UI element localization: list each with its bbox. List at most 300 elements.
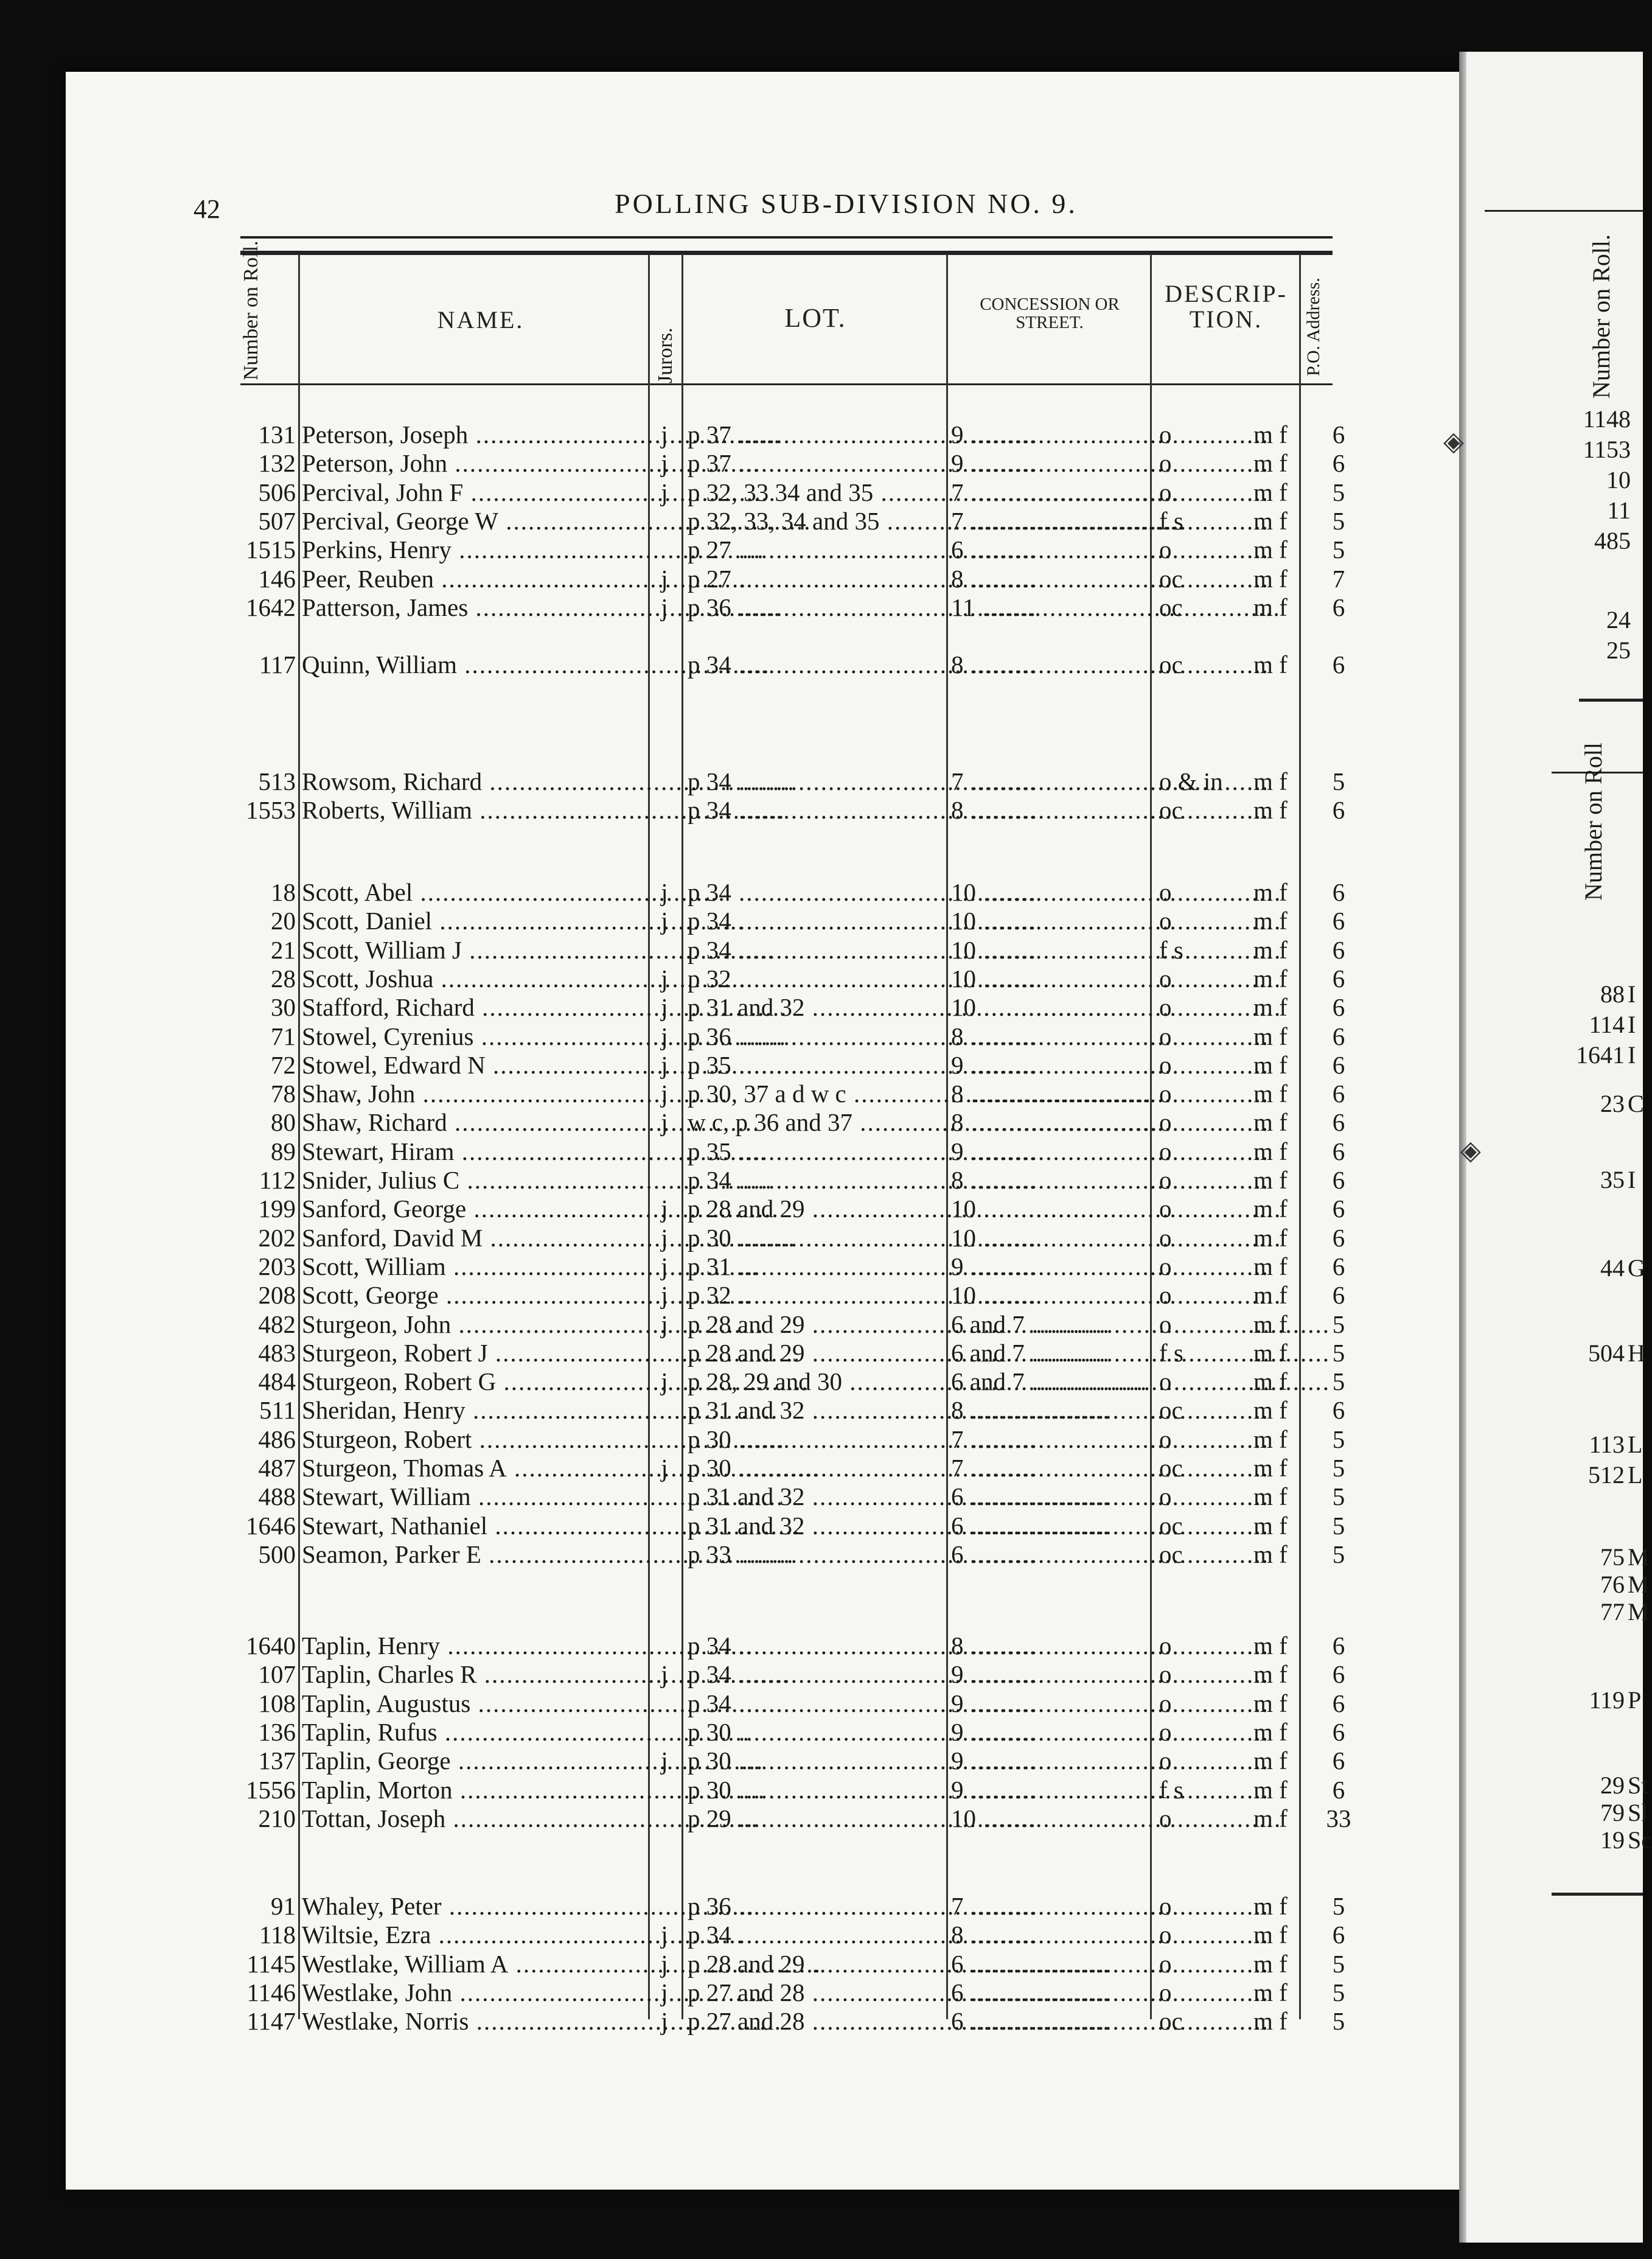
voter-name: Snider, Julius C .....: [302, 1165, 643, 1195]
mf-cell: m f: [1253, 449, 1288, 478]
voter-name: Scott, George .....: [302, 1280, 643, 1310]
lot-cell: p 27 and 28 .....: [688, 2006, 943, 2036]
table-top-rule: [240, 251, 1333, 255]
facing-page: [1466, 52, 1643, 2243]
concession-cell: 7 .....: [951, 1453, 1146, 1482]
roll-number: 482: [258, 1310, 296, 1338]
right-roll-number: 1148: [1583, 405, 1631, 433]
mf-cell: m f: [1253, 1425, 1288, 1453]
lot-cell: p 28 and 29 .....: [688, 1310, 943, 1339]
concession-cell: 9 .....: [951, 1717, 1146, 1747]
mf-cell: m f: [1253, 1338, 1288, 1367]
description-cell: o: [1159, 1195, 1172, 1223]
col-rule-1: [298, 254, 300, 2019]
description-cell: oc: [1159, 651, 1183, 679]
roll-number: 488: [258, 1482, 296, 1511]
description-cell: o & in: [1159, 767, 1223, 795]
juror-mark: j: [661, 1252, 668, 1280]
juror-mark: j: [661, 478, 668, 506]
mf-cell: m f: [1253, 1775, 1288, 1804]
staple-mark: ◈: [1443, 427, 1464, 456]
description-cell: o: [1159, 478, 1172, 506]
concession-cell: 9 .....: [951, 1050, 1146, 1080]
mf-cell: m f: [1253, 2007, 1288, 2036]
po-address-cell: 6: [1332, 1080, 1345, 1108]
lot-cell: p 34 .....: [688, 878, 943, 907]
title-rule: [240, 236, 1333, 239]
concession-cell: 9 .....: [951, 1137, 1146, 1166]
mf-cell: m f: [1253, 1689, 1288, 1717]
roll-number: 132: [258, 449, 296, 478]
concession-cell: 8 .....: [951, 1079, 1146, 1108]
po-address-cell: 6: [1332, 1223, 1345, 1252]
concession-cell: 6 and 7 .....: [951, 1367, 1146, 1396]
description-cell: oc: [1159, 564, 1183, 593]
po-address-cell: 6: [1332, 907, 1345, 935]
po-address-cell: 6: [1332, 593, 1345, 621]
mf-cell: m f: [1253, 1660, 1288, 1689]
description-cell: o: [1159, 1747, 1172, 1775]
voter-name: Sturgeon, Robert J .....: [302, 1338, 643, 1367]
description-cell: o: [1159, 536, 1172, 564]
concession-cell: 10 .....: [951, 1223, 1146, 1252]
description-cell: o: [1159, 449, 1172, 478]
juror-mark: j: [661, 1367, 668, 1396]
po-address-cell: 6: [1332, 1660, 1345, 1689]
concession-cell: 8 .....: [951, 1631, 1146, 1660]
po-address-cell: 6: [1332, 964, 1345, 993]
description-cell: o: [1159, 964, 1172, 993]
concession-cell: 8 .....: [951, 650, 1146, 679]
concession-cell: 10 .....: [951, 935, 1146, 965]
mf-cell: m f: [1253, 993, 1288, 1022]
po-address-cell: 5: [1332, 1511, 1345, 1540]
po-address-cell: 6: [1332, 935, 1345, 964]
lot-cell: p 30 .....: [688, 1746, 943, 1775]
voter-name: Shaw, Richard .....: [302, 1108, 643, 1137]
right-roll-number: 44: [1600, 1254, 1625, 1282]
roll-number: 500: [258, 1540, 296, 1568]
juror-mark: j: [661, 449, 668, 478]
roll-number: 80: [271, 1108, 296, 1137]
description-cell: o: [1159, 907, 1172, 935]
voter-name: Taplin, Charles R .....: [302, 1660, 643, 1689]
roll-number: 483: [258, 1338, 296, 1367]
mf-cell: m f: [1253, 1747, 1288, 1775]
voter-name: Scott, Daniel .....: [302, 906, 643, 935]
mf-cell: m f: [1253, 1511, 1288, 1540]
mf-cell: m f: [1253, 1540, 1288, 1568]
description-cell: f s: [1159, 1338, 1183, 1367]
concession-cell: 6 .....: [951, 1540, 1146, 1569]
roll-number: 513: [258, 767, 296, 795]
right-name-initial: I: [1628, 1041, 1636, 1069]
po-address-cell: 6: [1332, 878, 1345, 906]
po-address-cell: 6: [1332, 421, 1345, 449]
right-roll-number: 24: [1606, 606, 1631, 634]
roll-number: 506: [258, 478, 296, 506]
right-mid-rule: [1579, 699, 1643, 702]
mf-cell: m f: [1253, 1108, 1288, 1137]
lot-cell: p 28, 29 and 30 .....: [688, 1367, 943, 1396]
voter-name: Seamon, Parker E .....: [302, 1540, 643, 1569]
lot-cell: p 34 .....: [688, 650, 943, 679]
right-name-initial: St: [1628, 1772, 1648, 1799]
lot-cell: p 34 .....: [688, 1165, 943, 1195]
juror-mark: j: [661, 1747, 668, 1775]
po-address-cell: 6: [1332, 1632, 1345, 1660]
concession-cell: 6 .....: [951, 535, 1146, 564]
right-roll-number: 1153: [1583, 436, 1631, 463]
description-cell: f s: [1159, 935, 1183, 964]
right-roll-number: 29: [1600, 1772, 1625, 1799]
lot-cell: p 32, 33, 34 and 35 .....: [688, 506, 943, 536]
po-address-cell: 6: [1332, 651, 1345, 679]
lot-cell: p 30 .....: [688, 1223, 943, 1252]
mf-cell: m f: [1253, 1050, 1288, 1079]
right-roll-number: 19: [1600, 1826, 1625, 1854]
header-jurors: Jurors.: [654, 327, 677, 383]
concession-cell: 10 .....: [951, 1280, 1146, 1310]
roll-number: 486: [258, 1425, 296, 1453]
roll-number: 1147: [246, 2007, 296, 2036]
mf-cell: m f: [1253, 1166, 1288, 1194]
roll-number: 1642: [246, 593, 296, 621]
description-cell: o: [1159, 1425, 1172, 1453]
roll-number: 146: [258, 564, 296, 593]
mf-cell: m f: [1253, 651, 1288, 679]
po-address-cell: 6: [1332, 1747, 1345, 1775]
concession-cell: 6 .....: [951, 1511, 1146, 1540]
voter-name: Rowsom, Richard .....: [302, 767, 643, 796]
juror-mark: j: [661, 1949, 668, 1978]
mf-cell: m f: [1253, 907, 1288, 935]
voter-name: Scott, Joshua .....: [302, 964, 643, 993]
concession-cell: 10 .....: [951, 993, 1146, 1022]
description-cell: oc: [1159, 2007, 1183, 2036]
page-title: POLLING SUB-DIVISION NO. 9.: [615, 188, 1078, 219]
voter-name: Percival, John F .....: [302, 478, 643, 507]
concession-cell: 9 .....: [951, 1252, 1146, 1281]
voter-name: Westlake, John .....: [302, 1978, 643, 2007]
voter-name: Stewart, Nathaniel .....: [302, 1511, 643, 1540]
lot-cell: p 32 .....: [688, 1280, 943, 1310]
lot-cell: p 32, 33 34 and 35 .....: [688, 478, 943, 507]
header-concession: CONCESSION OR STREET.: [980, 295, 1120, 333]
concession-cell: 8 .....: [951, 1108, 1146, 1137]
right-name-initial: M: [1628, 1543, 1650, 1571]
po-address-cell: 5: [1332, 536, 1345, 564]
juror-mark: j: [661, 1310, 668, 1338]
voter-name: Taplin, Augustus .....: [302, 1689, 643, 1718]
right-header-number-top: Number on Roll.: [1588, 234, 1615, 399]
right-roll-number: 485: [1594, 527, 1631, 554]
mf-cell: m f: [1253, 1396, 1288, 1425]
juror-mark: j: [661, 993, 668, 1022]
voter-name: Taplin, Rufus .....: [302, 1717, 643, 1747]
concession-cell: 8 .....: [951, 1920, 1146, 1949]
po-address-cell: 5: [1332, 1540, 1345, 1568]
description-cell: o: [1159, 1689, 1172, 1717]
voter-name: Sturgeon, Robert .....: [302, 1425, 643, 1454]
right-roll-number: 512: [1588, 1461, 1625, 1489]
po-address-cell: 6: [1332, 1717, 1345, 1746]
lot-cell: p 36 .....: [688, 1891, 943, 1921]
roll-number: 1145: [246, 1949, 296, 1978]
mf-cell: m f: [1253, 1223, 1288, 1252]
concession-cell: 6 and 7 .....: [951, 1310, 1146, 1339]
right-name-initial: I: [1628, 1011, 1636, 1038]
concession-cell: 6 and 7 .....: [951, 1338, 1146, 1367]
concession-cell: 9 .....: [951, 420, 1146, 449]
description-cell: oc: [1159, 1511, 1183, 1540]
mf-cell: m f: [1253, 1367, 1288, 1396]
description-cell: o: [1159, 1137, 1172, 1165]
description-cell: o: [1159, 1804, 1172, 1832]
roll-number: 1146: [246, 1978, 296, 2006]
roll-number: 131: [258, 421, 296, 449]
po-address-cell: 5: [1332, 2007, 1345, 2036]
voter-name: Peer, Reuben .....: [302, 564, 643, 593]
juror-mark: j: [661, 564, 668, 593]
mf-cell: m f: [1253, 536, 1288, 564]
mf-cell: m f: [1253, 1632, 1288, 1660]
description-cell: o: [1159, 1482, 1172, 1511]
po-address-cell: 6: [1332, 1050, 1345, 1079]
po-address-cell: 5: [1332, 1338, 1345, 1367]
roll-number: 1515: [246, 536, 296, 564]
lot-cell: p 31 and 32 .....: [688, 1482, 943, 1511]
juror-mark: j: [661, 1660, 668, 1689]
lot-cell: p 29 .....: [688, 1804, 943, 1833]
voter-name: Shaw, John .....: [302, 1079, 643, 1108]
description-cell: oc: [1159, 796, 1183, 825]
po-address-cell: 7: [1332, 564, 1345, 593]
description-cell: o: [1159, 1252, 1172, 1280]
lot-cell: p 36 .....: [688, 593, 943, 622]
roll-number: 28: [271, 964, 296, 993]
voter-name: Roberts, William .....: [302, 795, 643, 825]
header-name: NAME.: [437, 306, 525, 333]
lot-cell: p 35 .....: [688, 1050, 943, 1080]
lot-cell: p 34 .....: [688, 1660, 943, 1689]
po-address-cell: 6: [1332, 1281, 1345, 1310]
concession-cell: 10 .....: [951, 1194, 1146, 1223]
right-roll-number: 1641: [1576, 1041, 1625, 1069]
lot-cell: p 31 and 32 .....: [688, 1395, 943, 1425]
concession-cell: 9 .....: [951, 449, 1146, 478]
voter-name: Taplin, Morton .....: [302, 1775, 643, 1804]
po-address-cell: 5: [1332, 478, 1345, 506]
concession-cell: 9 .....: [951, 1746, 1146, 1775]
description-cell: o: [1159, 1892, 1172, 1920]
lot-cell: p 27 .....: [688, 535, 943, 564]
right-roll-number: 35: [1600, 1166, 1625, 1193]
concession-cell: 10 .....: [951, 964, 1146, 993]
po-address-cell: 5: [1332, 767, 1345, 795]
voter-name: Wiltsie, Ezra .....: [302, 1920, 643, 1949]
description-cell: oc: [1159, 1540, 1183, 1568]
description-cell: o: [1159, 1108, 1172, 1137]
concession-cell: 6 .....: [951, 2006, 1146, 2036]
lot-cell: p 31 .....: [688, 1252, 943, 1281]
roll-number: 107: [258, 1660, 296, 1689]
po-address-cell: 5: [1332, 1310, 1345, 1338]
lot-cell: p 31 and 32 .....: [688, 993, 943, 1022]
right-name-initial: Sc: [1628, 1826, 1652, 1854]
voter-name: Scott, William .....: [302, 1252, 643, 1281]
lot-cell: p 28 and 29 .....: [688, 1949, 943, 1978]
juror-mark: j: [661, 1223, 668, 1252]
description-cell: o: [1159, 1367, 1172, 1396]
right-name-initial: I: [1628, 980, 1636, 1008]
roll-number: 117: [259, 651, 296, 679]
roll-number: 91: [271, 1892, 296, 1920]
mf-cell: m f: [1253, 1804, 1288, 1832]
voter-name: Percival, George W .....: [302, 506, 643, 536]
roll-number: 72: [271, 1050, 296, 1079]
mf-cell: m f: [1253, 796, 1288, 825]
roll-number: 487: [258, 1454, 296, 1482]
voter-name: Stafford, Richard .....: [302, 993, 643, 1022]
right-roll-number: 113: [1589, 1431, 1625, 1458]
staple-mark-lower: ◈: [1460, 1136, 1481, 1165]
right-name-initial: L: [1628, 1461, 1643, 1489]
juror-mark: j: [661, 907, 668, 935]
mf-cell: m f: [1253, 564, 1288, 593]
juror-mark: j: [661, 1195, 668, 1223]
po-address-cell: 5: [1332, 1454, 1345, 1482]
lot-cell: p 30 .....: [688, 1775, 943, 1804]
roll-number: 136: [258, 1717, 296, 1746]
concession-cell: 7 .....: [951, 1425, 1146, 1454]
voter-name: Scott, Abel .....: [302, 878, 643, 907]
mf-cell: m f: [1253, 1949, 1288, 1978]
po-address-cell: 6: [1332, 1195, 1345, 1223]
voter-name: Taplin, Henry .....: [302, 1631, 643, 1660]
po-address-cell: 33: [1326, 1804, 1351, 1832]
roll-number: 137: [258, 1747, 296, 1775]
voter-name: Scott, William J .....: [302, 935, 643, 965]
lot-cell: p 35 .....: [688, 1137, 943, 1166]
description-cell: f s: [1159, 1775, 1183, 1804]
juror-mark: j: [661, 2007, 668, 2036]
right-name-initial: M: [1628, 1598, 1650, 1625]
right-roll-number: 76: [1600, 1571, 1625, 1598]
roll-number: 208: [258, 1281, 296, 1310]
concession-cell: 7 .....: [951, 767, 1146, 796]
juror-mark: j: [661, 878, 668, 906]
description-cell: o: [1159, 1660, 1172, 1689]
mf-cell: m f: [1253, 1195, 1288, 1223]
description-cell: o: [1159, 1166, 1172, 1194]
roll-number: 18: [271, 878, 296, 906]
voter-name: Westlake, William A .....: [302, 1949, 643, 1978]
concession-cell: 7 .....: [951, 506, 1146, 536]
juror-mark: j: [661, 1080, 668, 1108]
description-cell: o: [1159, 1223, 1172, 1252]
roll-number: 118: [259, 1921, 296, 1949]
concession-cell: 7 .....: [951, 1891, 1146, 1921]
po-address-cell: 5: [1332, 1425, 1345, 1453]
voter-name: Quinn, William .....: [302, 650, 643, 679]
description-cell: o: [1159, 1050, 1172, 1079]
concession-cell: 11 .....: [951, 593, 1146, 622]
mf-cell: m f: [1253, 1454, 1288, 1482]
right-name-initial: Sl: [1628, 1799, 1648, 1826]
lot-cell: p 37 .....: [688, 449, 943, 478]
roll-number: 507: [258, 506, 296, 535]
lot-cell: p 27 .....: [688, 564, 943, 593]
voter-name: Sanford, George .....: [302, 1194, 643, 1223]
voter-name: Tottan, Joseph .....: [302, 1804, 643, 1833]
lot-cell: p 36 .....: [688, 1022, 943, 1051]
roll-number: 484: [258, 1367, 296, 1396]
roll-number: 71: [271, 1022, 296, 1050]
header-lot: LOT.: [784, 303, 846, 333]
voter-name: Peterson, Joseph .....: [302, 420, 643, 449]
juror-mark: j: [661, 1050, 668, 1079]
po-address-cell: 6: [1332, 1775, 1345, 1804]
lot-cell: w c, p 36 and 37 .....: [688, 1108, 943, 1137]
voter-name: Taplin, George .....: [302, 1746, 643, 1775]
po-address-cell: 6: [1332, 1921, 1345, 1949]
mf-cell: m f: [1253, 1921, 1288, 1949]
lot-cell: p 27 and 28 .....: [688, 1978, 943, 2007]
lot-cell: p 34 .....: [688, 1920, 943, 1949]
mf-cell: m f: [1253, 421, 1288, 449]
roll-number: 78: [271, 1080, 296, 1108]
concession-cell: 9 .....: [951, 1689, 1146, 1718]
po-address-cell: 5: [1332, 1892, 1345, 1920]
lot-cell: p 30, 37 a d w c .....: [688, 1079, 943, 1108]
voter-name: Stewart, Hiram .....: [302, 1137, 643, 1166]
right-roll-number: 75: [1600, 1543, 1625, 1571]
mf-cell: m f: [1253, 878, 1288, 906]
description-cell: o: [1159, 1949, 1172, 1978]
roll-number: 1553: [246, 796, 296, 825]
description-cell: o: [1159, 1921, 1172, 1949]
po-address-cell: 5: [1332, 1949, 1345, 1978]
po-address-cell: 6: [1332, 1396, 1345, 1425]
po-address-cell: 6: [1332, 1137, 1345, 1165]
right-roll-number: 114: [1589, 1011, 1625, 1038]
mf-cell: m f: [1253, 1080, 1288, 1108]
right-roll-number: 119: [1589, 1686, 1625, 1714]
mf-cell: m f: [1253, 1892, 1288, 1920]
lot-cell: p 30 .....: [688, 1453, 943, 1482]
roll-number: 202: [258, 1223, 296, 1252]
right-roll-number: 88: [1600, 980, 1625, 1008]
description-cell: o: [1159, 1281, 1172, 1310]
roll-number: 210: [258, 1804, 296, 1832]
lot-cell: p 30 .....: [688, 1425, 943, 1454]
lot-cell: p 34 .....: [688, 935, 943, 965]
po-address-cell: 6: [1332, 1689, 1345, 1717]
concession-cell: 8 .....: [951, 564, 1146, 593]
juror-mark: j: [661, 1022, 668, 1050]
lot-cell: p 34 .....: [688, 795, 943, 825]
mf-cell: m f: [1253, 1137, 1288, 1165]
lot-cell: p 32 .....: [688, 964, 943, 993]
voter-name: Whaley, Peter .....: [302, 1891, 643, 1921]
mf-cell: m f: [1253, 964, 1288, 993]
voter-name: Patterson, James .....: [302, 593, 643, 622]
lot-cell: p 31 and 32 .....: [688, 1511, 943, 1540]
concession-cell: 6 .....: [951, 1949, 1146, 1978]
lot-cell: p 33 .....: [688, 1540, 943, 1569]
concession-cell: 8 .....: [951, 1022, 1146, 1051]
